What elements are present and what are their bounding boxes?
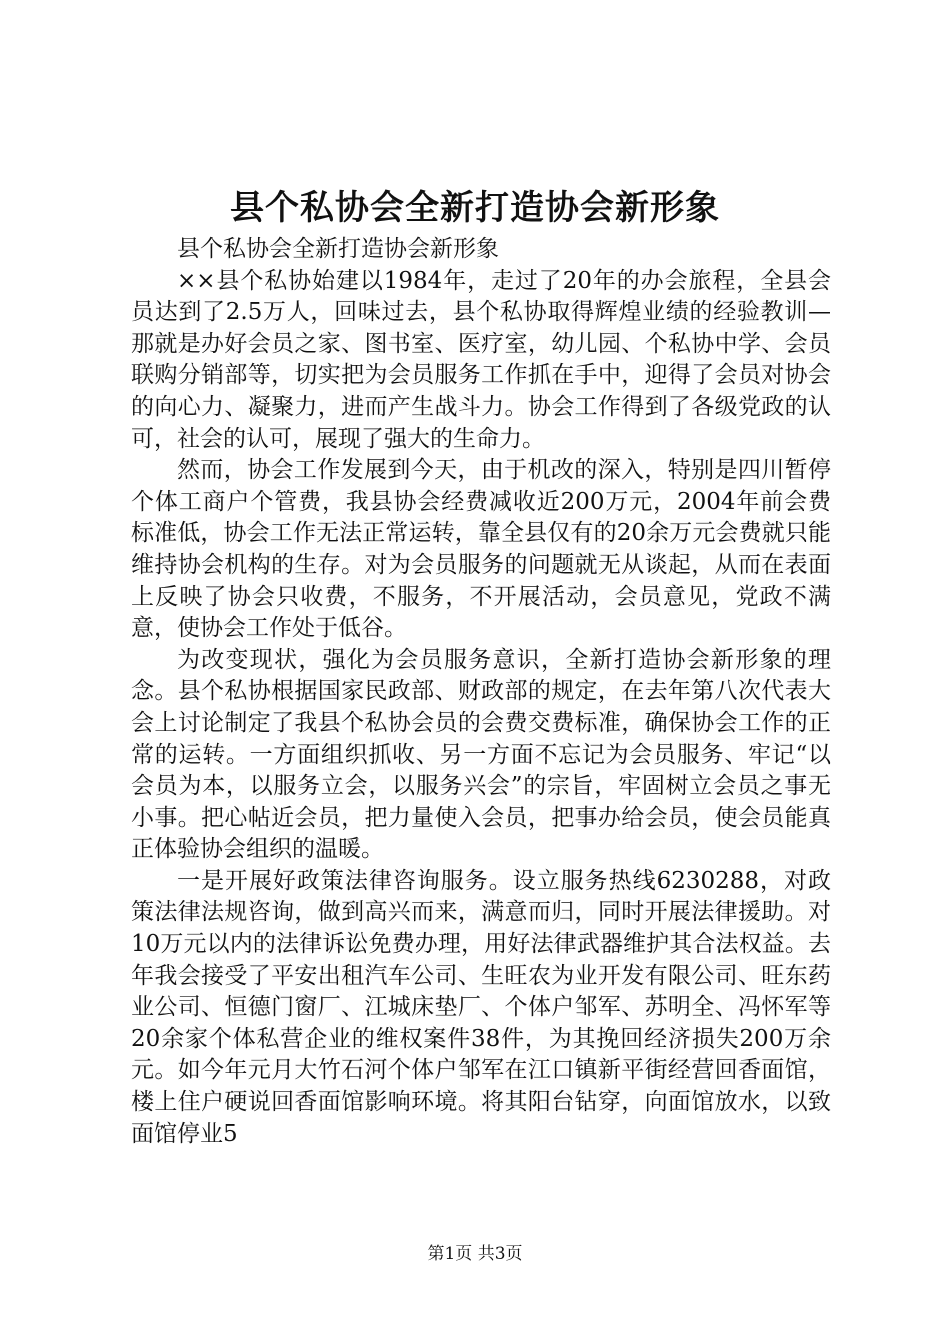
page-footer: 第1页 共3页 <box>427 1244 523 1264</box>
paragraph: 为改变现状，强化为会员服务意识，全新打造协会新形象的理念。县个私协根据国家民政部、财政部的规定，在去年第八次代表大会上讨论制定了我县个私协会员的会费交费标准，确保协会工作的正常的运转。一方面组织抓收、另一方面不忘记为会员服务、牢记“以会员为本，以服务立会，以服务兴会”的宗旨，牢固树立会员之事无小事。把心帖近会员，把力量使入会员，把事办给会员，使会员能真正体验协会组织的温暖。 <box>131 646 831 863</box>
document-title: 县个私协会全新打造协会新形象 <box>230 188 720 228</box>
paragraph-subtitle: 县个私协会全新打造协会新形象 <box>177 236 499 262</box>
paragraph: 然而，协会工作发展到今天，由于机改的深入，特别是四川暂停个体工商户个管费，我县协会经费减收近200万元，2004年前会费标准低，协会工作无法正常运转，靠全县仅有的20余万元会费就只能维持协会机构的生存。对为会员服务的问题就无从谈起，从而在表面上反映了协会只收费，不服务，不开展活动，会员意见，党政不满意，使协会工作处于低谷。 <box>131 457 831 642</box>
paragraph: 一是开展好政策法律咨询服务。设立服务热线6230288，对政策法律法规咨询，做到高兴而来，满意而归，同时开展法律援助。对10万元以内的法律诉讼免费办理，用好法律武器维护其合法权益。去年我会接受了平安出租汽车公司、生旺农为业开发有限公司、旺东药业公司、恒德门窗厂、江城床垫厂、个体户邹军、苏明全、冯怀军等20余家个体私营企业的维权案件38件，为其挽回经济损失200万余元。如今年元月大竹石河个体户邹军在江口镇新平街经营回香面馆，楼上住户硬说回香面馆影响环境。将其阳台钻穿，向面馆放水，以致面馆停业5 <box>131 867 831 1147</box>
document-body <box>131 234 831 1150</box>
paragraph: ××县个私协始建以1984年，走过了20年的办会旅程，全县会员达到了2.5万人，回味过去，县个私协取得辉煌业绩的经验教训—那就是办好会员之家、图书室、医疗室，幼儿园、个私协中学、会员联购分销部等，切实把为会员服务工作抓在手中，迎得了会员对协会的向心力、凝聚力，进而产生战斗力。协会工作得到了各级党政的认可，社会的认可，展现了强大的生命力。 <box>131 267 831 452</box>
